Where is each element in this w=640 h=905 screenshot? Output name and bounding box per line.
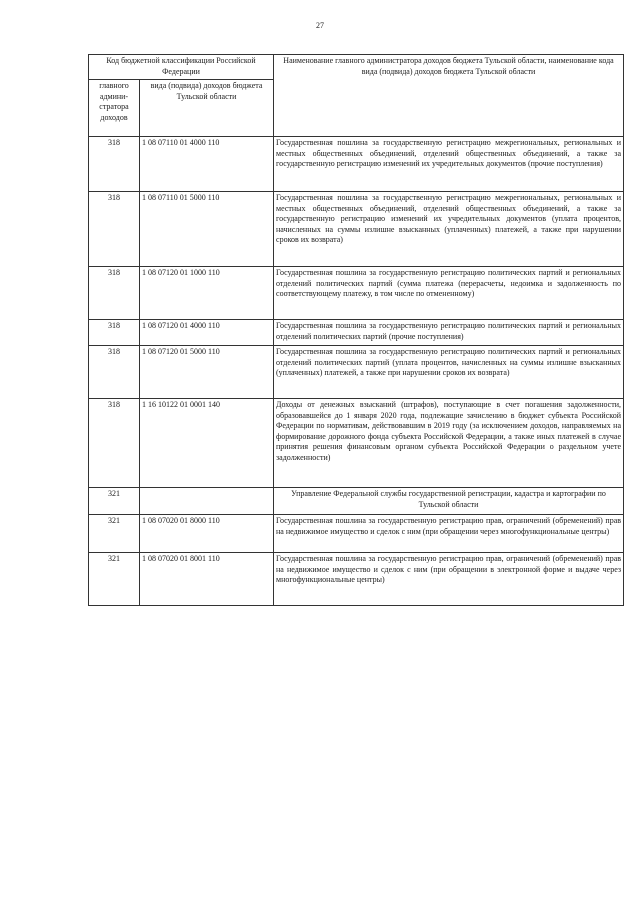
admin-code-cell: 321 [89, 488, 140, 515]
admin-code-cell: 318 [89, 267, 140, 320]
revenue-name-cell: Государственная пошлина за государственную регистрацию политических партий и региональных отделений политических партий (прочие поступления) [274, 320, 624, 346]
revenue-name-cell: Государственная пошлина за государственную регистрацию межрегиональных, региональных и местных общественных объединений, отделений общественных объединений, а также за государственную регистрацию изменений их учредительных документов (уплата процентов, начисленных на суммы излишне взысканных (уплаченных) платежей, а также при нарушении сроков их возврата) [274, 192, 624, 267]
kind-column-header: вида (подвида) доходов бюджета Тульской области [140, 80, 274, 137]
table-row [89, 346, 624, 399]
revenue-name-cell: Государственная пошлина за государственную регистрацию политических партий и региональных отделений политических партий (сумма платежа (перерасчеты, недоимка и задолженность по соответствующему платежу, в том числе по отмененному) [274, 267, 624, 320]
revenue-code-cell: 1 08 07120 01 1000 110 [140, 267, 274, 320]
admin-code-cell: 318 [89, 346, 140, 399]
admin-code-cell: 321 [89, 515, 140, 553]
table-row [89, 488, 624, 515]
table-header-row [89, 55, 624, 80]
revenue-name-cell: Государственная пошлина за государственную регистрацию политических партий и региональных отделений политических партий (уплата процентов, начисленных на суммы излишне взысканных (уплаченных) платежей, а также при нарушении сроков их возврата) [274, 346, 624, 399]
revenue-code-cell: 1 16 10122 01 0001 140 [140, 399, 274, 488]
name-column-header: Наименование главного администратора доходов бюджета Тульской области, наименование кода вида (подвида) доходов бюджета Тульской области [274, 55, 624, 137]
table-row [89, 515, 624, 553]
revenue-name-cell: Государственная пошлина за государственную регистрацию прав, ограничений (обременений) прав на недвижимое имущество и сделок с ним (при обращении через многофункциональные центры) [274, 515, 624, 553]
revenue-code-cell [140, 488, 274, 515]
admin-code-cell: 318 [89, 399, 140, 488]
table-row [89, 399, 624, 488]
revenue-code-cell: 1 08 07120 01 4000 110 [140, 320, 274, 346]
table-row [89, 137, 624, 192]
revenue-name-cell: Государственная пошлина за государственную регистрацию прав, ограничений (обременений) прав на недвижимое имущество и сделок с ним (при обращении в электронной форме и выдаче через многофункциональные центры) [274, 553, 624, 606]
admin-code-cell: 318 [89, 192, 140, 267]
revenue-name-cell: Государственная пошлина за государственную регистрацию межрегиональных, региональных и местных общественных объединений, отделений общественных объединений, а также за государственную регистрацию изменений их учредительных документов (прочие поступления) [274, 137, 624, 192]
budget-classification-table [88, 54, 624, 606]
revenue-name-cell: Доходы от денежных взысканий (штрафов), поступающие в счет погашения задолженности, образовавшейся до 1 января 2020 года, подлежащие зачислению в бюджет субъекта Российской Федерации по нормативам, действовавшим в 2019 году (за исключением доходов, направляемых на формирование дорожного фонда субъекта Российской Федерации, а также иных платежей в случае принятия решения финансовым органом субъекта Российской Федерации о раздельном учете задолженности) [274, 399, 624, 488]
revenue-code-cell: 1 08 07110 01 5000 110 [140, 192, 274, 267]
admin-code-cell: 318 [89, 320, 140, 346]
revenue-code-cell: 1 08 07020 01 8000 110 [140, 515, 274, 553]
revenue-code-cell: 1 08 07020 01 8001 110 [140, 553, 274, 606]
table-row [89, 553, 624, 606]
code-group-header: Код бюджетной классификации Российской Федерации [89, 55, 274, 80]
admin-column-header: главного админи-стратора доходов [89, 80, 140, 137]
admin-code-cell: 321 [89, 553, 140, 606]
page-number: 27 [316, 21, 324, 30]
table-row [89, 192, 624, 267]
revenue-code-cell: 1 08 07110 01 4000 110 [140, 137, 274, 192]
revenue-code-cell: 1 08 07120 01 5000 110 [140, 346, 274, 399]
admin-code-cell: 318 [89, 137, 140, 192]
table-row [89, 267, 624, 320]
administrator-name-cell: Управление Федеральной службы государственной регистрации, кадастра и картографии по Тульской области [274, 488, 624, 515]
table-row [89, 320, 624, 346]
